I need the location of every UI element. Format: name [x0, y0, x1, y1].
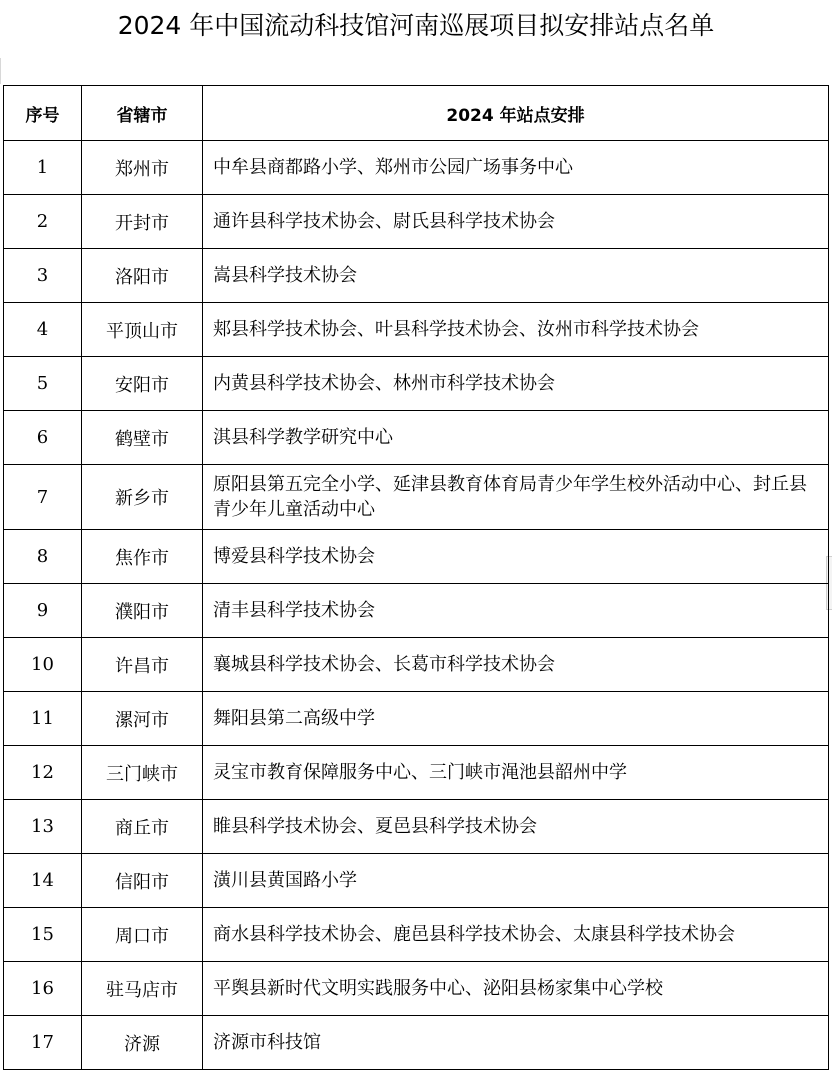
row-city: 许昌市: [82, 638, 203, 692]
table-row: [4, 746, 829, 800]
row-sites: 郏县科学技术协会、叶县科学技术协会、汝州市科学技术协会: [203, 303, 829, 357]
row-city: 三门峡市: [82, 746, 203, 800]
row-sites: 睢县科学技术协会、夏邑县科学技术协会: [203, 800, 829, 854]
row-index: 6: [4, 411, 82, 465]
table-body: [4, 141, 829, 1070]
row-sites: 灵宝市教育保障服务中心、三门峡市渑池县韶州中学: [203, 746, 829, 800]
table-row: [4, 908, 829, 962]
row-city: 商丘市: [82, 800, 203, 854]
row-city: 安阳市: [82, 357, 203, 411]
row-city: 周口市: [82, 908, 203, 962]
table-row: [4, 195, 829, 249]
header-index: 序号: [4, 86, 82, 141]
row-city: 信阳市: [82, 854, 203, 908]
row-index: 11: [4, 692, 82, 746]
row-index: 3: [4, 249, 82, 303]
row-sites: 襄城县科学技术协会、长葛市科学技术协会: [203, 638, 829, 692]
row-index: 12: [4, 746, 82, 800]
table-header-row: [4, 86, 829, 141]
row-sites: 济源市科技馆: [203, 1016, 829, 1070]
table-row: [4, 854, 829, 908]
row-sites: 嵩县科学技术协会: [203, 249, 829, 303]
table-row: [4, 530, 829, 584]
row-sites: 舞阳县第二高级中学: [203, 692, 829, 746]
row-sites: 内黄县科学技术协会、林州市科学技术协会: [203, 357, 829, 411]
row-index: 8: [4, 530, 82, 584]
row-index: 14: [4, 854, 82, 908]
header-city: 省辖市: [82, 86, 203, 141]
corner-mark: [0, 58, 4, 84]
site-list-table: [3, 85, 829, 1070]
row-city: 平顶山市: [82, 303, 203, 357]
table-row: [4, 800, 829, 854]
row-city: 漯河市: [82, 692, 203, 746]
table-row: [4, 638, 829, 692]
table-row: [4, 1016, 829, 1070]
row-sites: 淇县科学教学研究中心: [203, 411, 829, 465]
row-index: 2: [4, 195, 82, 249]
row-sites: 通许县科学技术协会、尉氏县科学技术协会: [203, 195, 829, 249]
row-index: 5: [4, 357, 82, 411]
row-city: 焦作市: [82, 530, 203, 584]
table-row: [4, 962, 829, 1016]
row-sites: 平舆县新时代文明实践服务中心、泌阳县杨家集中心学校: [203, 962, 829, 1016]
page-title: 2024 年中国流动科技馆河南巡展项目拟安排站点名单: [117, 11, 715, 40]
row-index: 9: [4, 584, 82, 638]
row-city: 洛阳市: [82, 249, 203, 303]
row-sites: 商水县科学技术协会、鹿邑县科学技术协会、太康县科学技术协会: [203, 908, 829, 962]
table-row: [4, 249, 829, 303]
row-sites: 潢川县黄国路小学: [203, 854, 829, 908]
row-city: 开封市: [82, 195, 203, 249]
row-city: 济源: [82, 1016, 203, 1070]
row-sites: 清丰县科学技术协会: [203, 584, 829, 638]
row-city: 驻马店市: [82, 962, 203, 1016]
table-row: [4, 692, 829, 746]
row-city: 郑州市: [82, 141, 203, 195]
table-row: [4, 465, 829, 530]
row-index: 16: [4, 962, 82, 1016]
row-city: 鹤壁市: [82, 411, 203, 465]
row-sites: 原阳县第五完全小学、延津县教育体育局青少年学生校外活动中心、封丘县青少年儿童活动中心: [203, 465, 829, 530]
row-index: 17: [4, 1016, 82, 1070]
row-index: 15: [4, 908, 82, 962]
row-city: 新乡市: [82, 465, 203, 530]
table-row: [4, 411, 829, 465]
row-sites: 中牟县商都路小学、郑州市公园广场事务中心: [203, 141, 829, 195]
header-sites: 2024 年站点安排: [203, 86, 829, 141]
row-index: 13: [4, 800, 82, 854]
row-index: 4: [4, 303, 82, 357]
table-row: [4, 357, 829, 411]
row-city: 濮阳市: [82, 584, 203, 638]
table-row: [4, 584, 829, 638]
row-index: 7: [4, 465, 82, 530]
row-index: 10: [4, 638, 82, 692]
table-row: [4, 141, 829, 195]
row-index: 1: [4, 141, 82, 195]
row-sites: 博爱县科学技术协会: [203, 530, 829, 584]
table-row: [4, 303, 829, 357]
